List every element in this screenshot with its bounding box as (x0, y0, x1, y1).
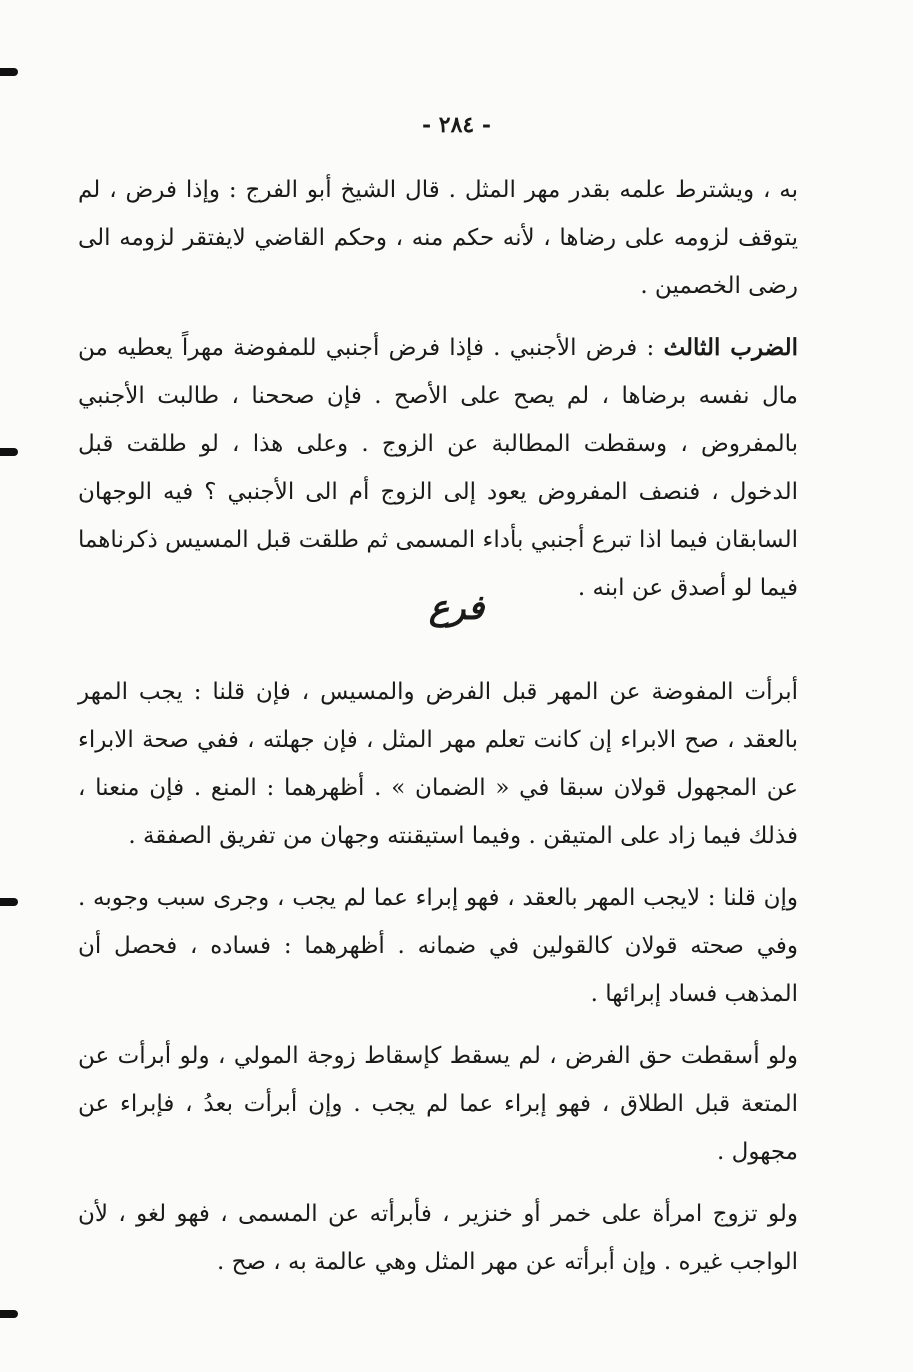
margin-mark (0, 1310, 18, 1318)
margin-mark (0, 68, 18, 76)
paragraph-text: ولو تزوج امرأة على خمر أو خنزير ، فأبرأته عن المسمى ، فهو لغو ، لأن الواجب غيره . وإن أبرأته عن مهر المثل وهي عالمة به ، صح . (78, 1201, 798, 1275)
paragraph (78, 1190, 798, 1286)
paragraph (78, 166, 798, 310)
bottom-section (78, 668, 798, 1300)
paragraph (78, 874, 798, 1018)
paragraph-text: : فرض الأجنبي . فإذا فرض أجنبي للمفوضة مهراً يعطيه من مال نفسه برضاها ، لم يصح على الأصح . فإن صححنا ، طالبت الأجنبي بالمفروض ، وسقطت المطالبة عن الزوج . وعلى هذا ، لو طلقت قبل الدخول ، فنصف المفروض يعود إلى الزوج أم الى الأجنبي ؟ فيه الوجهان السابقان فيما اذا تبرع أجنبي بأداء المسمى ثم طلقت قبل المسيس ذكرناهما فيما لو أصدق عن ابنه . (78, 335, 798, 601)
section-lead: الضرب الثالث (663, 334, 798, 361)
paragraph-text: ولو أسقطت حق الفرض ، لم يسقط كإسقاط زوجة المولي ، ولو أبرأت عن المتعة قبل الطلاق ، فهو إبراء عما لم يجب . وإن أبرأت بعدُ ، فإبراء عن مجهول . (78, 1043, 798, 1165)
section-heading: فرع (428, 588, 485, 628)
top-section (78, 166, 798, 626)
margin-mark (0, 448, 18, 456)
paragraph-text: أبرأت المفوضة عن المهر قبل الفرض والمسيس ، فإن قلنا : يجب المهر بالعقد ، صح الابراء إن كانت تعلم مهر المثل ، فإن جهلته ، ففي صحة الابراء عن المجهول قولان سبقا في « الضمان » . أظهرهما : المنع . فإن منعنا ، فذلك فيما زاد على المتيقن . وفيما استيقنته وجهان من تفريق الصفقة . (78, 679, 798, 849)
paragraph (78, 324, 798, 612)
paragraph (78, 1032, 798, 1176)
paragraph (78, 668, 798, 860)
paragraph-text: به ، ويشترط علمه بقدر مهر المثل . قال الشيخ أبو الفرج : وإذا فرض ، لم يتوقف لزومه على رضاها ، لأنه حكم منه ، وحكم القاضي لايفتقر لزومه الى رضى الخصمين . (78, 177, 798, 299)
page-number: - ٢٨٤ - (421, 112, 492, 138)
paragraph-text: وإن قلنا : لايجب المهر بالعقد ، فهو إبراء عما لم يجب ، وجرى سبب وجوبه . وفي صحته قولان كالقولين في ضمانه . أظهرهما : فساده ، فحصل أن المذهب فساد إبرائها . (78, 885, 798, 1007)
margin-mark (0, 898, 18, 906)
